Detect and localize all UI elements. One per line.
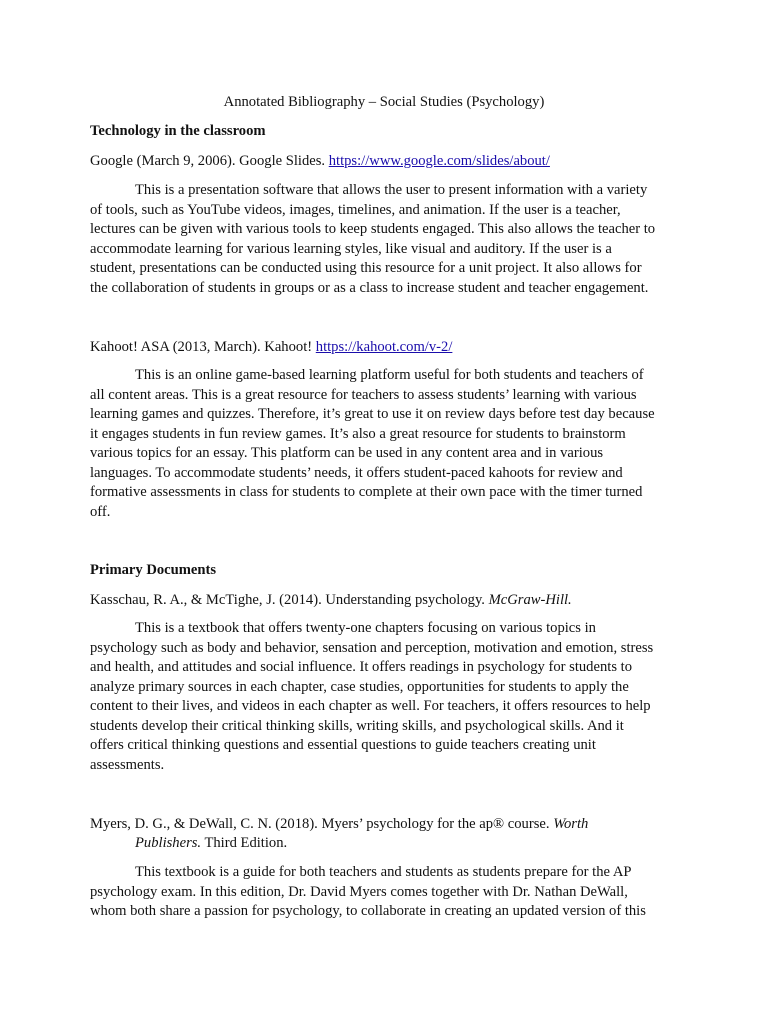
annotation-line: offers critical thinking questions and essential questions to guide teachers creating unit [90, 737, 596, 753]
annotation-line: This is a presentation software that allows the user to present information with a variety [135, 182, 648, 198]
citation-google [90, 152, 550, 172]
annotation-line: students develop their critical thinking skills, writing skills, and psychological skills. And it [90, 717, 624, 734]
citation-kasschau [90, 591, 572, 611]
annotation-line: whom both share a passion for psychology, to collaborate in creating an updated version of this [90, 903, 646, 919]
annotation-line: This is a textbook that offers twenty-one chapters focusing on various topics in [135, 620, 596, 636]
citation-kasschau-text: Kasschau, R. A., & McTighe, J. (2014). Understanding psychology. [90, 592, 489, 608]
citation-myers-publisher-1: Worth [553, 816, 589, 832]
document-title: Annotated Bibliography – Social Studies (Psychology) [223, 94, 545, 110]
annotation-line: it engages students in fun review games. It’s also a great resource for students to brainstorm [90, 425, 626, 442]
annotation-line: accommodate learning for various learning styles, like visual and auditory. If the user is a [90, 240, 612, 257]
annotation-myers [90, 863, 676, 922]
annotation-kasschau [90, 619, 676, 775]
citation-myers-continuation [90, 834, 287, 854]
citation-myers-edition: Third Edition. [201, 835, 288, 851]
annotation-line: psychology such as body and behavior, sensation and perception, motivation and emotion, stress [90, 639, 654, 656]
annotation-line: various topics for an essay. This platform can be used in any content area and in various [90, 445, 604, 461]
annotation-line: off. [90, 503, 111, 520]
annotation-line: This textbook is a guide for both teachers and students as students prepare for the AP [135, 864, 632, 880]
annotation-line: lectures can be given with various tools to keep students engaged. This also allows the teacher to [90, 221, 656, 237]
annotation-line: learning games and quizzes. Therefore, it’s great to use it on review days before test day because [90, 406, 655, 422]
annotation-line: analyze primary sources in each chapter, case studies, opportunities for students to apply the [90, 678, 629, 695]
citation-myers [90, 815, 588, 835]
annotation-line: and health, and attitudes and social influence. It offers readings in psychology for students to [90, 659, 632, 675]
google-slides-link[interactable]: https://www.google.com/slides/about/ [328, 153, 550, 169]
annotation-line: languages. To accommodate students’ needs, it offers student-paced kahoots for review and [90, 464, 623, 481]
annotation-line: content to their lives, and videos in each chapter as well. For teachers, it offers resources to help [90, 698, 651, 714]
citation-kahoot-text: Kahoot! ASA (2013, March). Kahoot! [90, 339, 316, 355]
annotation-line: This is an online game-based learning platform useful for both students and teachers of [135, 367, 644, 383]
citation-kahoot [90, 338, 452, 358]
annotation-line: all content areas. This is a great resource for teachers to assess students’ learning with various [90, 386, 637, 403]
section-heading-technology: Technology in the classroom [90, 123, 266, 139]
annotation-google [90, 181, 676, 298]
citation-kasschau-publisher: McGraw-Hill. [488, 592, 572, 608]
citation-myers-publisher-2: Publishers. [135, 835, 202, 851]
annotation-line: of tools, such as YouTube videos, images, timelines, and animation. If the user is a teacher, [90, 201, 621, 218]
annotation-kahoot [90, 366, 676, 522]
annotation-line: formative assessments in class for students to complete at their own pace with the timer turned [90, 484, 643, 500]
annotation-line: the collaboration of students in groups or as a class to increase student and teacher engagement. [90, 279, 649, 296]
citation-google-text: Google (March 9, 2006). Google Slides. [90, 153, 329, 169]
annotation-line: assessments. [90, 756, 165, 773]
citation-myers-text: Myers, D. G., & DeWall, C. N. (2018). Myers’ psychology for the ap® course. [90, 816, 554, 832]
annotation-line: student, presentations can be conducted using this resource for a unit project. It also allows for [90, 260, 642, 276]
kahoot-link[interactable]: https://kahoot.com/v-2/ [315, 339, 453, 355]
section-heading-primary: Primary Documents [90, 562, 217, 578]
annotation-line: psychology exam. In this edition, Dr. David Myers comes together with Dr. Nathan DeWall, [90, 883, 628, 900]
